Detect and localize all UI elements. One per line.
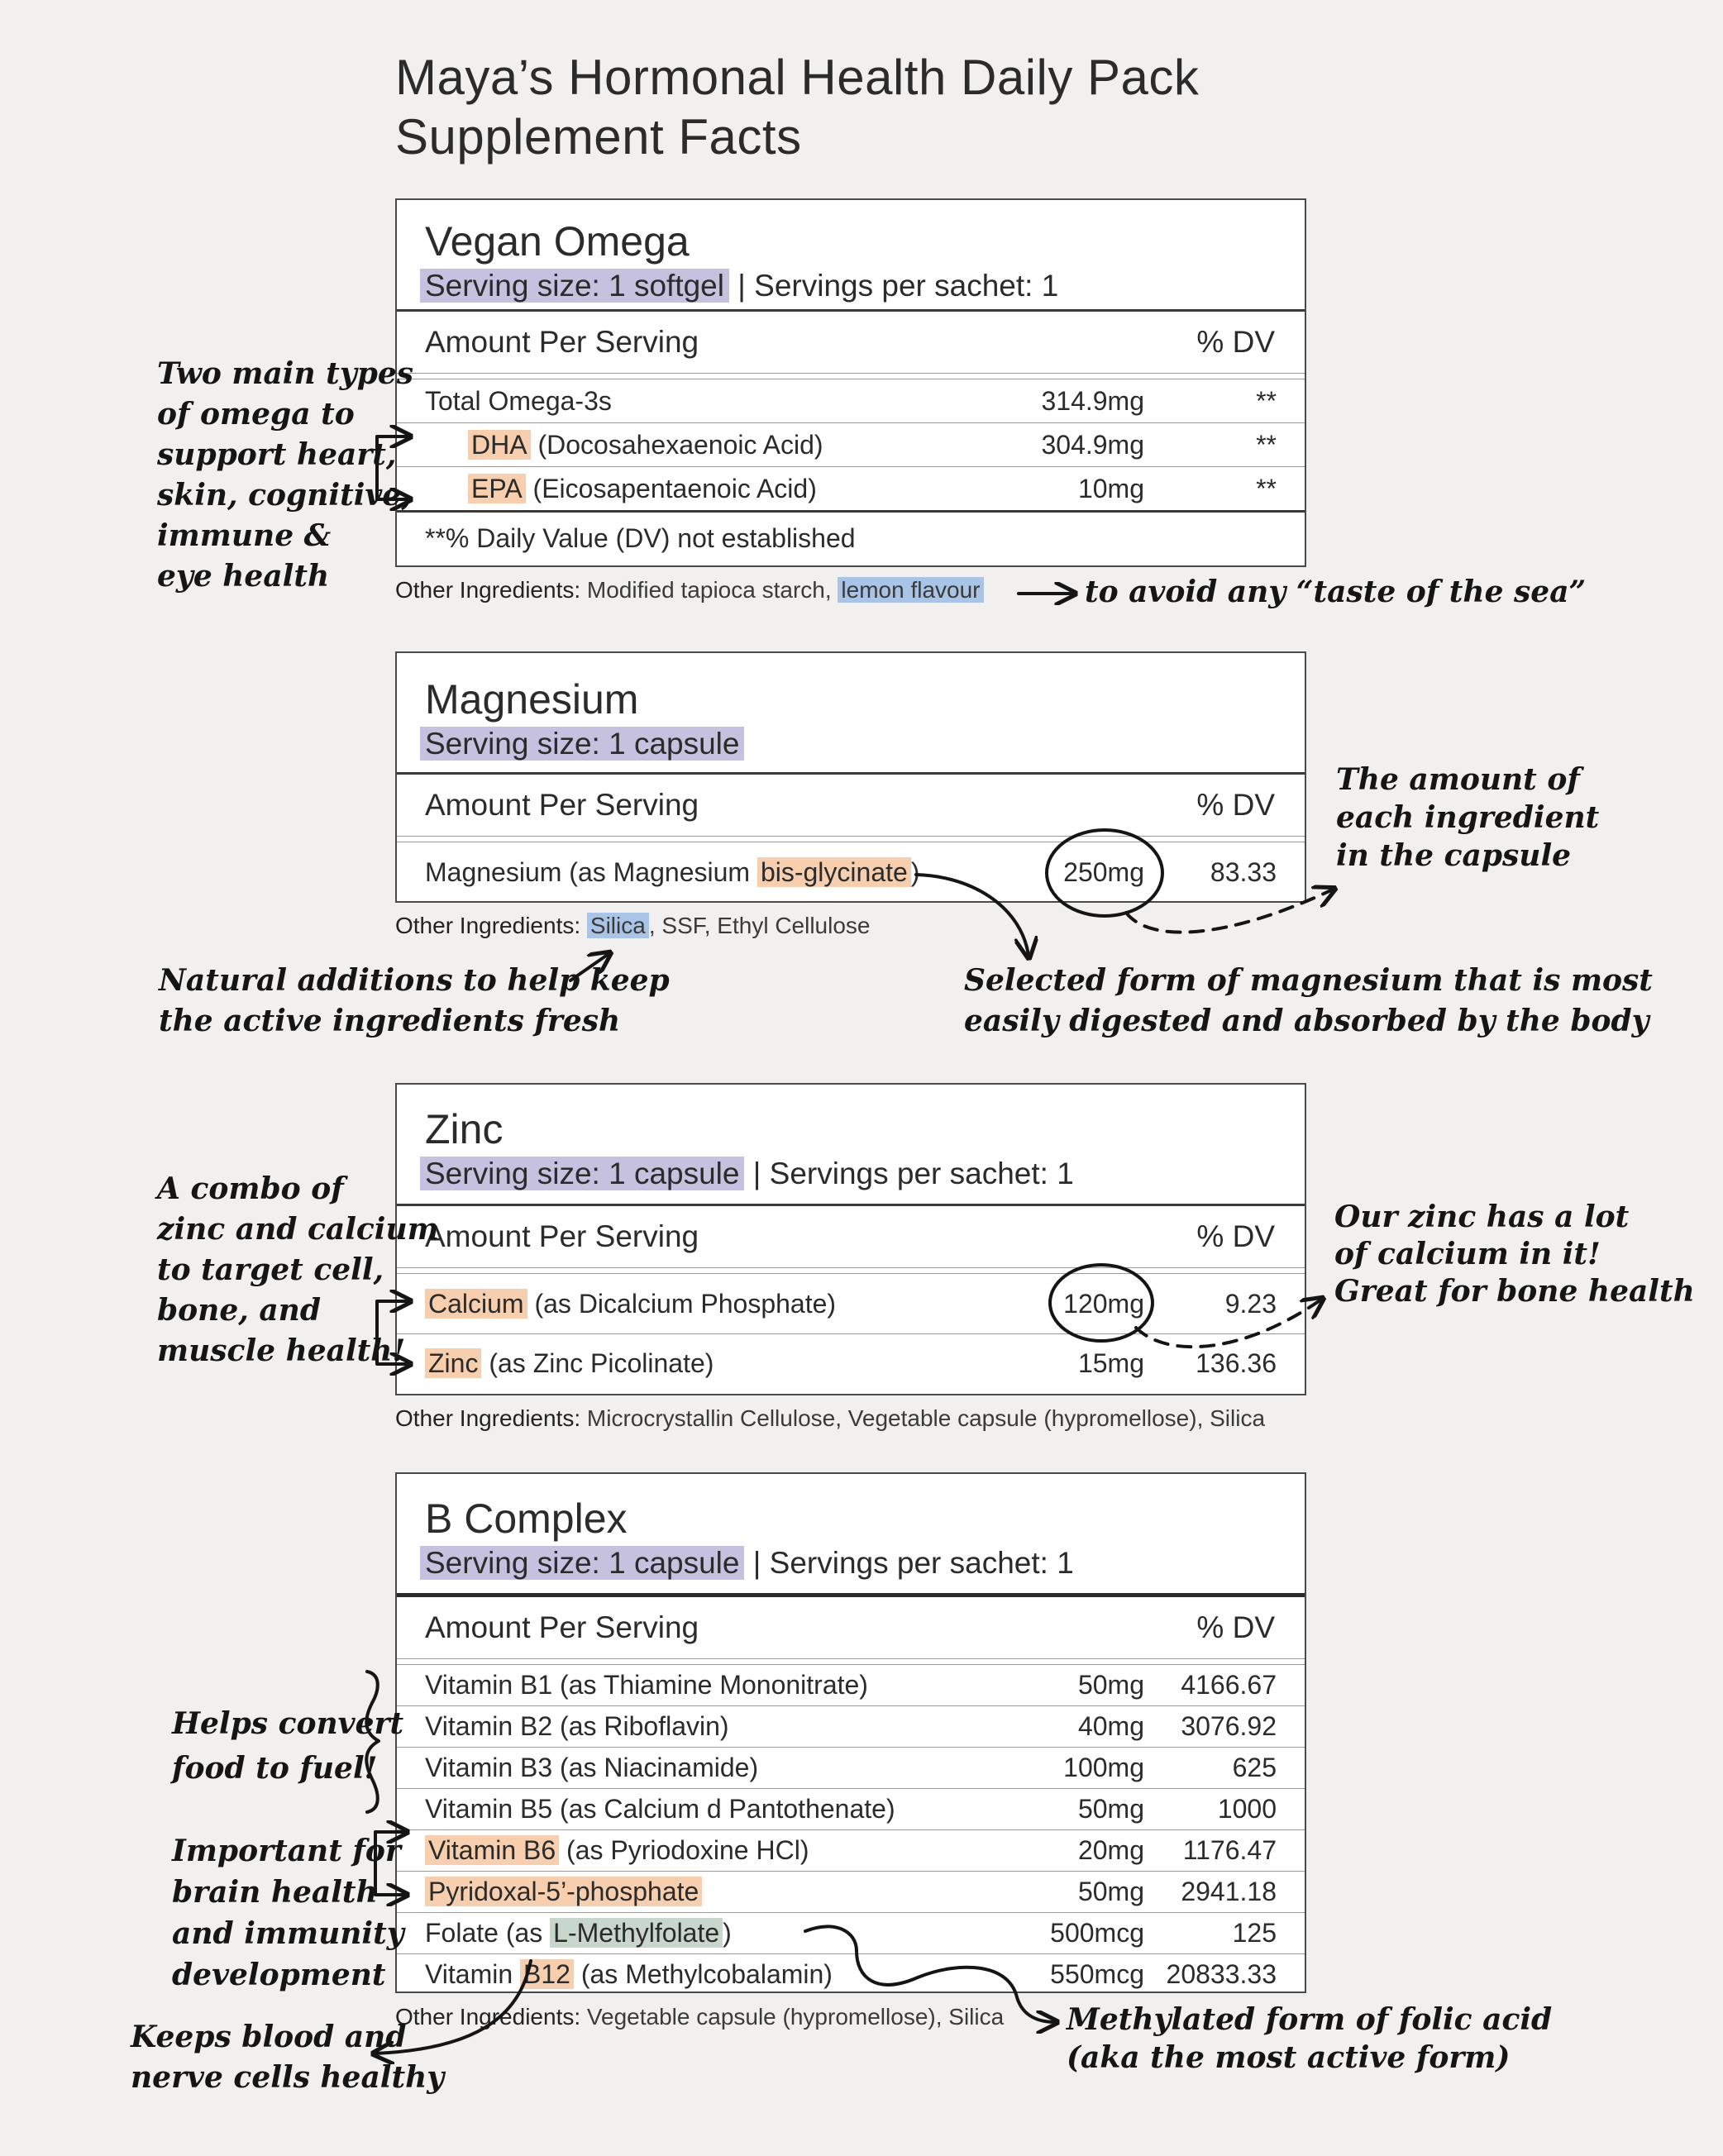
- nutrient-dv: 125: [1232, 1918, 1277, 1948]
- nutrient-name-start: Vitamin: [425, 1959, 521, 1989]
- note-line: and immunity: [172, 1916, 404, 1951]
- highlight-b12: B12: [520, 1959, 574, 1989]
- nutrient-amount: 100mg: [1063, 1753, 1144, 1782]
- other-ingredients-label: Other Ingredients:: [395, 577, 581, 603]
- highlight-dha: DHA: [468, 430, 531, 460]
- other-ingredients-text: , SSF, Ethyl Cellulose: [648, 913, 871, 938]
- nutrient-detail: (as Pyriodoxine HCl): [559, 1835, 809, 1865]
- nutrient-amount: 10mg: [1077, 473, 1144, 503]
- other-ingredients-label: Other Ingredients:: [395, 1405, 581, 1431]
- nutrient-name-end: (as Methylcobalamin): [573, 1959, 833, 1989]
- nutrient-dv: **: [1256, 473, 1277, 503]
- note-line: nerve cells healthy: [131, 2060, 445, 2095]
- nutrient-dv: 1176.47: [1182, 1835, 1277, 1865]
- note-line: Helps convert: [172, 1706, 404, 1741]
- dv-label: % DV: [1196, 1610, 1275, 1644]
- nutrient-detail: (as Dicalcium Phosphate): [527, 1288, 837, 1319]
- highlight-lemon-flavour: lemon flavour: [838, 577, 983, 603]
- nutrient-name-end: ): [723, 1918, 732, 1948]
- highlight-zinc: Zinc: [425, 1348, 481, 1378]
- nutrient-dv: 2941.18: [1181, 1877, 1277, 1906]
- bcomplex-serving-size: Serving size: 1 capsule: [420, 1546, 744, 1580]
- nutrient-amount: 304.9mg: [1041, 429, 1144, 460]
- highlight-p5p: Pyridoxal-5’-phosphate: [425, 1877, 702, 1906]
- zinc-servings-per-sachet: | Servings per sachet: 1: [752, 1157, 1074, 1190]
- note-line: Methylated form of folic acid: [1067, 2002, 1553, 2037]
- omega-bracket-arrow: [377, 436, 408, 499]
- nutrient-dv: **: [1256, 429, 1277, 460]
- note-line: The amount of: [1336, 762, 1580, 797]
- omega-servings-per-sachet: | Servings per sachet: 1: [737, 269, 1059, 303]
- note-line: support heart,: [157, 437, 397, 472]
- note-line: Natural additions to help keep: [159, 963, 670, 998]
- amount-per-serving-label: Amount Per Serving: [425, 1610, 699, 1644]
- nutrient-dv: 3076.92: [1181, 1711, 1277, 1741]
- nutrient-amount: 20mg: [1077, 1835, 1144, 1865]
- note-line: of omega to: [157, 397, 355, 432]
- nutrient-amount: 500mcg: [1050, 1918, 1144, 1948]
- note-line: easily digested and absorbed by the body: [964, 1004, 1649, 1038]
- zinc-serving-size: Serving size: 1 capsule: [420, 1157, 744, 1190]
- highlight-silica: Silica: [587, 913, 649, 938]
- bcomplex-servings-per-sachet: | Servings per sachet: 1: [752, 1546, 1074, 1580]
- nutrient-amount: 314.9mg: [1041, 385, 1144, 416]
- note-taste-of-sea: to avoid any “taste of the sea”: [1085, 575, 1587, 609]
- other-ingredients-label: Other Ingredients:: [395, 913, 581, 938]
- note-line: food to fuel!: [172, 1751, 378, 1786]
- magnesium-amount-circle: [1047, 830, 1162, 916]
- other-ingredients-text: Modified tapioca starch,: [580, 577, 838, 603]
- b6-bracket-arrow: [375, 1832, 405, 1895]
- nutrient-name-end: ): [910, 856, 920, 887]
- note-line: Important for: [172, 1834, 401, 1868]
- note-line: immune &: [157, 518, 332, 553]
- note-line: of calcium in it!: [1334, 1237, 1601, 1271]
- note-line: the active ingredients fresh: [159, 1004, 621, 1038]
- title-line-1: Maya’s Hormonal Health Daily Pack: [395, 50, 1200, 105]
- amount-per-serving-label: Amount Per Serving: [425, 325, 699, 359]
- nutrient-name-start: Magnesium (as Magnesium: [425, 856, 757, 887]
- nutrient-amount: 250mg: [1063, 856, 1144, 887]
- nutrient-amount: 15mg: [1077, 1348, 1144, 1378]
- note-line: to target cell,: [157, 1252, 384, 1287]
- nutrient-detail: (Eicosapentaenoic Acid): [525, 473, 817, 503]
- nutrient-dv: **: [1256, 385, 1277, 416]
- dv-label: % DV: [1196, 788, 1275, 822]
- nutrient-dv: 83.33: [1210, 856, 1277, 887]
- silica-arrow: [570, 954, 609, 980]
- other-ingredients-text: Microcrystallin Cellulose, Vegetable capsule (hypromellose), Silica: [580, 1405, 1266, 1431]
- nutrient-amount: 50mg: [1077, 1794, 1144, 1824]
- dv-label: % DV: [1196, 325, 1275, 359]
- nutrient-amount: 550mcg: [1050, 1959, 1144, 1989]
- nutrient-detail: (Docosahexaenoic Acid): [530, 429, 823, 460]
- omega-footnote: **% Daily Value (DV) not established: [425, 523, 856, 553]
- magnesium-title: Magnesium: [425, 676, 639, 723]
- note-line: Selected form of magnesium that is most: [964, 963, 1653, 998]
- nutrient-name: Vitamin B3 (as Niacinamide): [425, 1753, 759, 1782]
- amount-per-serving-label: Amount Per Serving: [425, 1219, 699, 1253]
- nutrient-name: Vitamin B1 (as Thiamine Mononitrate): [425, 1670, 868, 1700]
- note-line: A combo of: [157, 1171, 344, 1206]
- b-vitamins-brace: [366, 1672, 379, 1812]
- highlight-epa: EPA: [468, 474, 526, 503]
- nutrient-amount: 50mg: [1077, 1877, 1144, 1906]
- zinc-title: Zinc: [425, 1106, 504, 1152]
- note-line: in the capsule: [1336, 838, 1572, 873]
- nutrient-dv: 136.36: [1196, 1348, 1277, 1378]
- note-line: bone, and: [157, 1293, 321, 1328]
- highlight-calcium: Calcium: [425, 1289, 527, 1319]
- bis-glycinate-arrow: [916, 875, 1029, 956]
- other-ingredients-label: Other Ingredients:: [395, 2004, 581, 2030]
- note-line: development: [172, 1958, 386, 1992]
- nutrient-amount: 40mg: [1077, 1711, 1144, 1741]
- omega-title: Vegan Omega: [425, 218, 690, 265]
- nutrient-dv: 9.23: [1224, 1288, 1277, 1319]
- nutrient-name: Vitamin B5 (as Calcium d Pantothenate): [425, 1794, 895, 1824]
- zinc-bracket-arrow: [377, 1301, 408, 1364]
- note-line: Keeps blood and: [131, 2020, 407, 2054]
- nutrient-name: Total Omega-3s: [425, 385, 612, 416]
- highlight-l-methylfolate: L-Methylfolate: [550, 1918, 723, 1948]
- nutrient-dv: 625: [1232, 1753, 1277, 1782]
- note-line: Our zinc has a lot: [1334, 1200, 1630, 1234]
- nutrient-dv: 4166.67: [1181, 1670, 1277, 1700]
- nutrient-name-start: Folate (as: [425, 1918, 551, 1948]
- b12-arrow: [375, 1961, 531, 2053]
- highlight-vitamin-b6: Vitamin B6: [425, 1835, 559, 1865]
- nutrient-dv: 20833.33: [1166, 1959, 1277, 1989]
- amount-dashed-arrow: [1126, 890, 1333, 933]
- note-line: skin, cognitive,: [157, 478, 412, 513]
- bcomplex-title: B Complex: [425, 1495, 628, 1542]
- nutrient-name: Vitamin B2 (as Riboflavin): [425, 1711, 729, 1741]
- note-line: each ingredient: [1336, 800, 1600, 835]
- note-line: Great for bone health: [1334, 1274, 1695, 1309]
- note-line: eye health: [157, 559, 330, 594]
- highlight-bis-glycinate: bis-glycinate: [757, 857, 911, 887]
- title-line-2: Supplement Facts: [395, 109, 802, 165]
- note-line: muscle health!: [157, 1333, 406, 1368]
- methylfolate-arrow: [805, 1926, 1055, 2022]
- note-line: brain health: [172, 1875, 378, 1910]
- nutrient-amount: 120mg: [1063, 1288, 1144, 1319]
- note-line: zinc and calcium: [157, 1212, 439, 1247]
- nutrient-amount: 50mg: [1077, 1670, 1144, 1700]
- nutrient-detail: (as Zinc Picolinate): [481, 1348, 714, 1378]
- nutrient-dv: 1000: [1217, 1794, 1277, 1824]
- dv-label: % DV: [1196, 1219, 1275, 1253]
- note-line: (aka the most active form): [1067, 2040, 1511, 2075]
- note-line: Two main types: [157, 356, 414, 391]
- amount-per-serving-label: Amount Per Serving: [425, 788, 699, 822]
- other-ingredients-text: Vegetable capsule (hypromellose), Silica: [580, 2004, 1005, 2030]
- magnesium-serving-size: Serving size: 1 capsule: [420, 727, 744, 761]
- calcium-dashed-arrow: [1136, 1300, 1321, 1347]
- omega-serving-size: Serving size: 1 softgel: [420, 269, 729, 303]
